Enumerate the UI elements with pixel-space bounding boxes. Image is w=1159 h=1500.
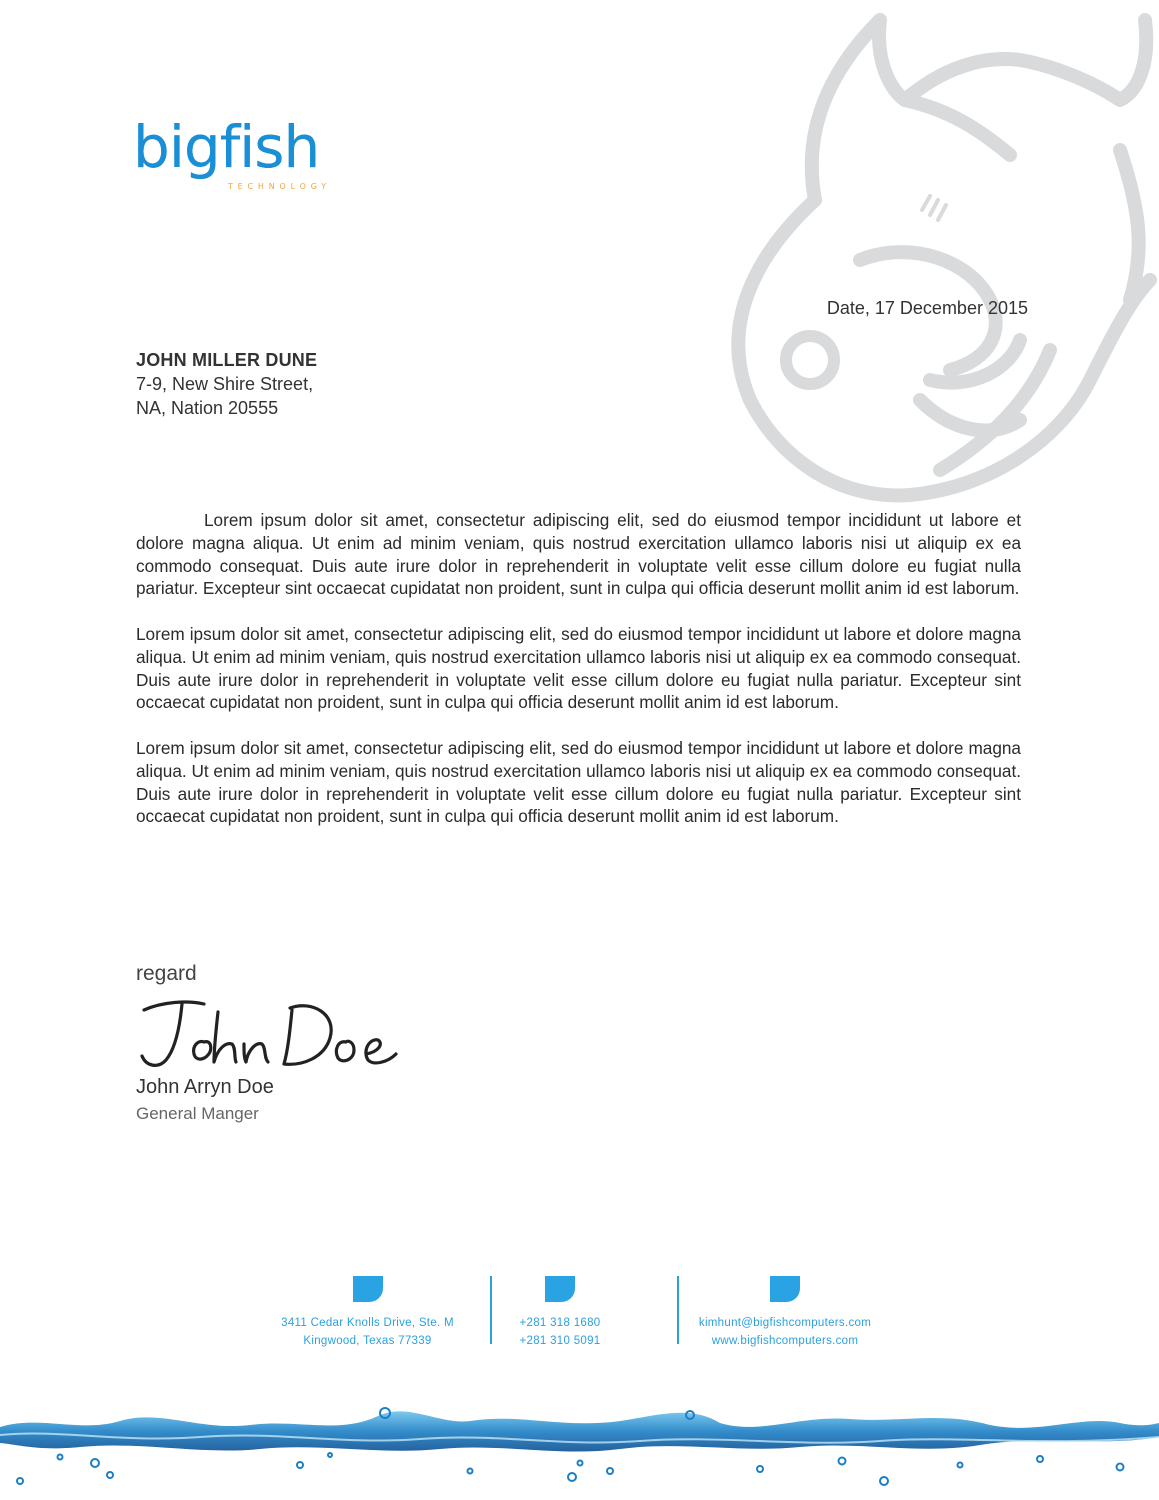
logo-subtitle: TECHNOLOGY xyxy=(228,182,331,191)
letter-date: Date, 17 December 2015 xyxy=(826,298,1028,318)
footer-divider xyxy=(490,1276,492,1344)
footer-address xyxy=(260,1276,475,1350)
body-paragraph: Lorem ipsum dolor sit amet, consectetur adipiscing elit, sed do eiusmod tempor incididunt ut labore et dolore magna aliqua. Ut enim ad minim veniam, quis nostrud exercitation ullamco laboris nisi ut aliquip ex ea commodo consequat. Duis aute irure dolor in reprehenderit in voluptate velit esse cillum dolore eu fugiat nulla pariatur. Excepteur sint occaecat cupidatat non proident, sunt in culpa qui officia deserunt mollit anim id est laborum. xyxy=(136,510,1021,599)
footer-web xyxy=(685,1276,885,1350)
signer-title: General Manger xyxy=(136,1104,259,1123)
recipient-name: JOHN MILLER DUNE xyxy=(136,350,318,370)
location-icon xyxy=(353,1276,383,1302)
fish-watermark-icon xyxy=(690,0,1159,520)
phone-icon xyxy=(545,1276,575,1302)
closing-text: regard xyxy=(136,962,197,985)
footer-phones xyxy=(505,1276,615,1350)
handwritten-signature xyxy=(132,990,412,1075)
footer-address-line1: 3411 Cedar Knolls Drive, Ste. M xyxy=(281,1317,454,1329)
footer-phone-2: +281 310 5091 xyxy=(519,1335,601,1347)
company-logo xyxy=(133,112,363,202)
recipient-block xyxy=(136,348,317,420)
letter-body xyxy=(136,509,1021,851)
recipient-address-line1: 7-9, New Shire Street, xyxy=(136,374,314,394)
recipient-address-line2: NA, Nation 20555 xyxy=(136,398,279,418)
footer-phone-1: +281 318 1680 xyxy=(519,1317,601,1329)
footer-website-link[interactable]: www.bigfishcomputers.com xyxy=(711,1335,859,1347)
email-icon xyxy=(770,1276,800,1302)
signer-name: John Arryn Doe xyxy=(136,1076,274,1098)
footer-email-link[interactable]: kimhunt@bigfishcomputers.com xyxy=(698,1317,872,1329)
logo-wordmark: bigfish xyxy=(133,113,320,181)
body-paragraph: Lorem ipsum dolor sit amet, consectetur adipiscing elit, sed do eiusmod tempor incididunt ut labore et dolore magna aliqua. Ut enim ad minim veniam, quis nostrud exercitation ullamco laboris nisi ut aliquip ex ea commodo consequat. Duis aute irure dolor in reprehenderit in voluptate velit esse cillum dolore eu fugiat nulla pariatur. Excepteur sint occaecat cupidatat non proident, sunt in culpa qui officia deserunt mollit anim id est laborum. xyxy=(136,623,1021,713)
footer-address-line2: Kingwood, Texas 77339 xyxy=(303,1335,432,1347)
water-splash-decoration xyxy=(0,1385,1159,1500)
footer-divider xyxy=(677,1276,679,1344)
body-paragraph: Lorem ipsum dolor sit amet, consectetur adipiscing elit, sed do eiusmod tempor incididunt ut labore et dolore magna aliqua. Ut enim ad minim veniam, quis nostrud exercitation ullamco laboris nisi ut aliquip ex ea commodo consequat. Duis aute irure dolor in reprehenderit in voluptate velit esse cillum dolore eu fugiat nulla pariatur. Excepteur sint occaecat cupidatat non proident, sunt in culpa qui officia deserunt mollit anim id est laborum. xyxy=(136,737,1021,827)
